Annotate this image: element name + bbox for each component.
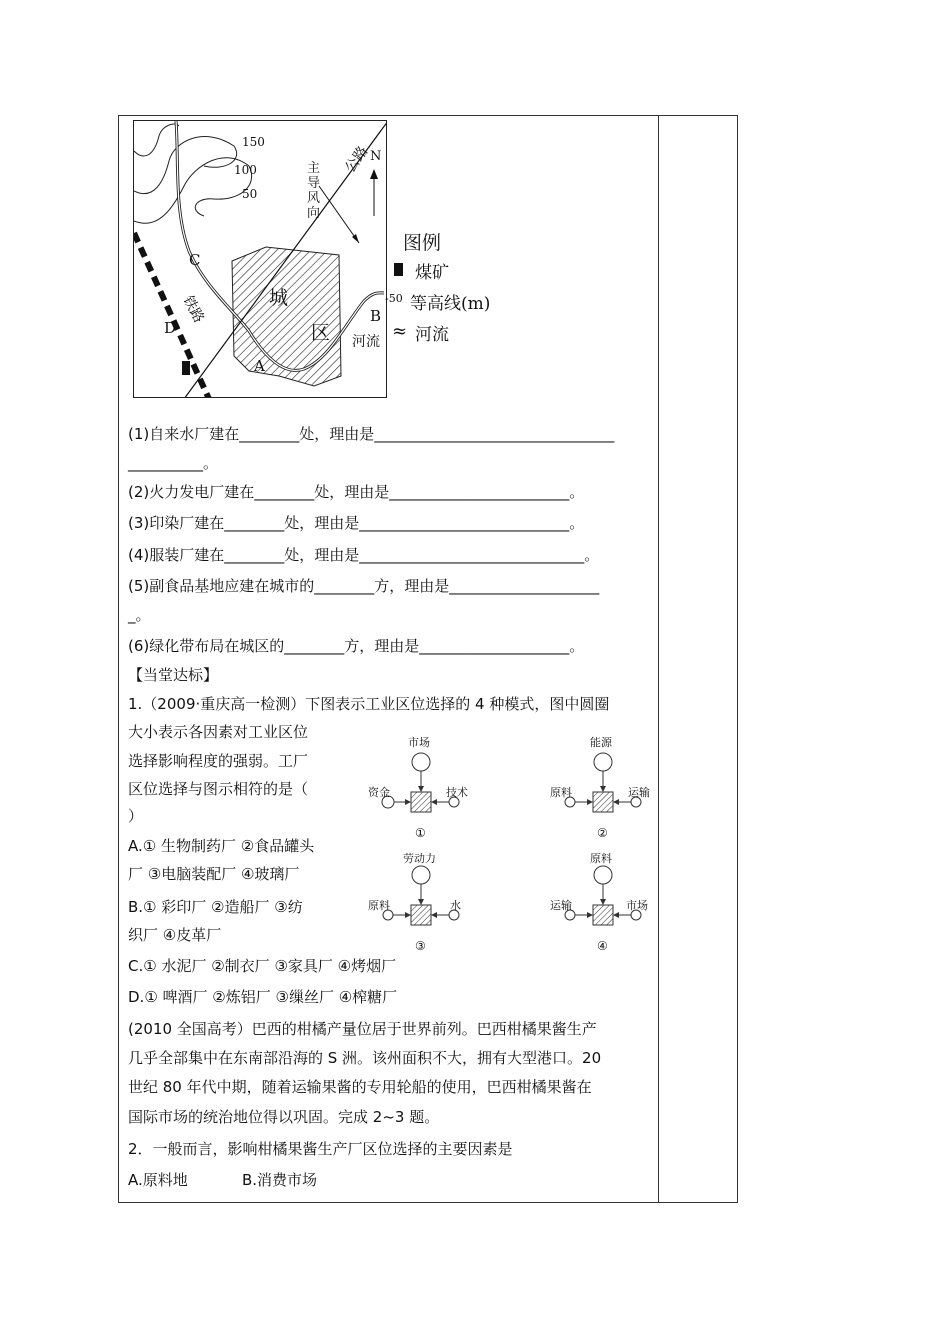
label-railway: 铁路 [179,293,207,326]
mc1-option-b-2: 织厂 ④皮革厂 [128,926,222,944]
mc1-stem-wrap-2: 选择影响程度的强弱。工厂 [128,752,309,770]
question-2-option-a: A.原料地 [128,1171,188,1189]
contour-50: 50 [242,187,258,201]
legend-river: 河流 [415,325,449,345]
question-5-line-1: (5)副食品基地应建在城市的________方，理由是____________________ [128,577,600,595]
mc1-stem-wrap-3: 区位选择与图示相符的是（ [128,780,309,798]
question-2-stem: 2．一般而言，影响柑橘果酱生产厂区位选择的主要因素是 [128,1140,513,1158]
label-d: D [164,319,177,337]
label-district: 区 [311,322,331,344]
passage-line-3: 世纪 80 年代中期，随着运输果酱的专用轮船的使用，巴西柑橘果酱在 [128,1078,592,1096]
passage-line-2: 几乎全部集中在东南部沿海的 S 洲。该州面积不大，拥有大型港口。20 [128,1049,602,1067]
diagram-4-right: 市场 [626,899,648,912]
mc1-option-b-1: B.① 彩印厂 ②造船厂 ③纺 [128,898,303,916]
label-river: 河流 [352,334,380,350]
contour-100: 100 [234,163,257,177]
contour-150: 150 [242,135,265,149]
mc1-stem-wrap-4: ） [128,807,144,825]
diagram-1-right: 技术 [446,786,468,799]
city-map [133,120,387,398]
label-road: 公路 [342,143,372,176]
label-a: A [254,357,265,375]
question-1-line-2: __________。 [128,454,219,472]
legend-contour: 等高线(m) [410,294,491,314]
question-1-line-1: (1)自来水厂建在________处，理由是________________________________ [128,425,615,443]
location-factor-diagrams [358,732,658,960]
legend-contour-sample: -50 [385,292,403,305]
mc1-stem-wrap-1: 大小表示各因素对工业区位 [128,723,309,741]
diagram-1-num: ① [415,826,426,840]
question-2-option-b: B.消费市场 [242,1171,318,1189]
question-4: (4)服装厂建在________处，理由是______________________________。 [128,546,600,564]
legend-title: 图例 [403,232,442,254]
label-c: C [189,251,201,269]
legend-mine: 煤矿 [415,263,449,283]
mc1-option-a-2: 厂 ③电脑装配厂 ④玻璃厂 [128,865,300,883]
section-title: 【当堂达标】 [128,666,219,684]
mc1-option-a-1: A.① 生物制药厂 ②食品罐头 [128,837,315,855]
diagram-lines [358,732,658,960]
diagram-3-num: ③ [415,939,426,953]
column-divider [658,115,659,1203]
mc1-option-c: C.① 水泥厂 ②制衣厂 ③家具厂 ④烤烟厂 [128,957,397,975]
question-5-line-2: _。 [128,606,151,624]
diagram-2-top: 能源 [590,736,612,749]
coal-mine-icon [394,263,403,276]
diagram-4-top: 原料 [590,852,612,865]
question-6: (6)绿化带布局在城区的________方，理由是____________________。 [128,637,585,655]
diagram-2-left: 原料 [550,786,572,799]
diagram-2-num: ② [597,826,608,840]
river-icon: ≈ [392,321,408,342]
passage-line-4: 国际市场的统治地位得以巩固。完成 2~3 题。 [128,1108,440,1126]
passage-line-1: (2010 全国高考）巴西的柑橘产量位居于世界前列。巴西柑橘果酱生产 [128,1020,597,1038]
diagram-2-right: 运输 [628,786,650,799]
diagram-3-left: 原料 [368,899,390,912]
diagram-4-num: ④ [597,939,608,953]
label-north: N [370,149,382,164]
mc1-option-d: D.① 啤酒厂 ②炼铝厂 ③缫丝厂 ④榨糖厂 [128,988,398,1006]
diagram-4-left: 运输 [550,899,572,912]
diagram-1-left: 资金 [368,786,390,799]
diagram-3-right: 水 [450,899,461,912]
question-2: (2)火力发电厂建在________处，理由是________________________。 [128,483,585,501]
diagram-3-top: 劳动力 [403,852,436,865]
label-wind: 主导风向 [307,161,321,221]
label-b: B [370,307,382,325]
mc1-stem: 1.（2009·重庆高一检测）下图表示工业区位选择的 4 种模式，图中圆圈 [128,695,610,713]
question-3: (3)印染厂建在________处，理由是____________________________。 [128,514,585,532]
label-city: 城 [269,287,289,309]
diagram-1-top: 市场 [408,736,430,749]
